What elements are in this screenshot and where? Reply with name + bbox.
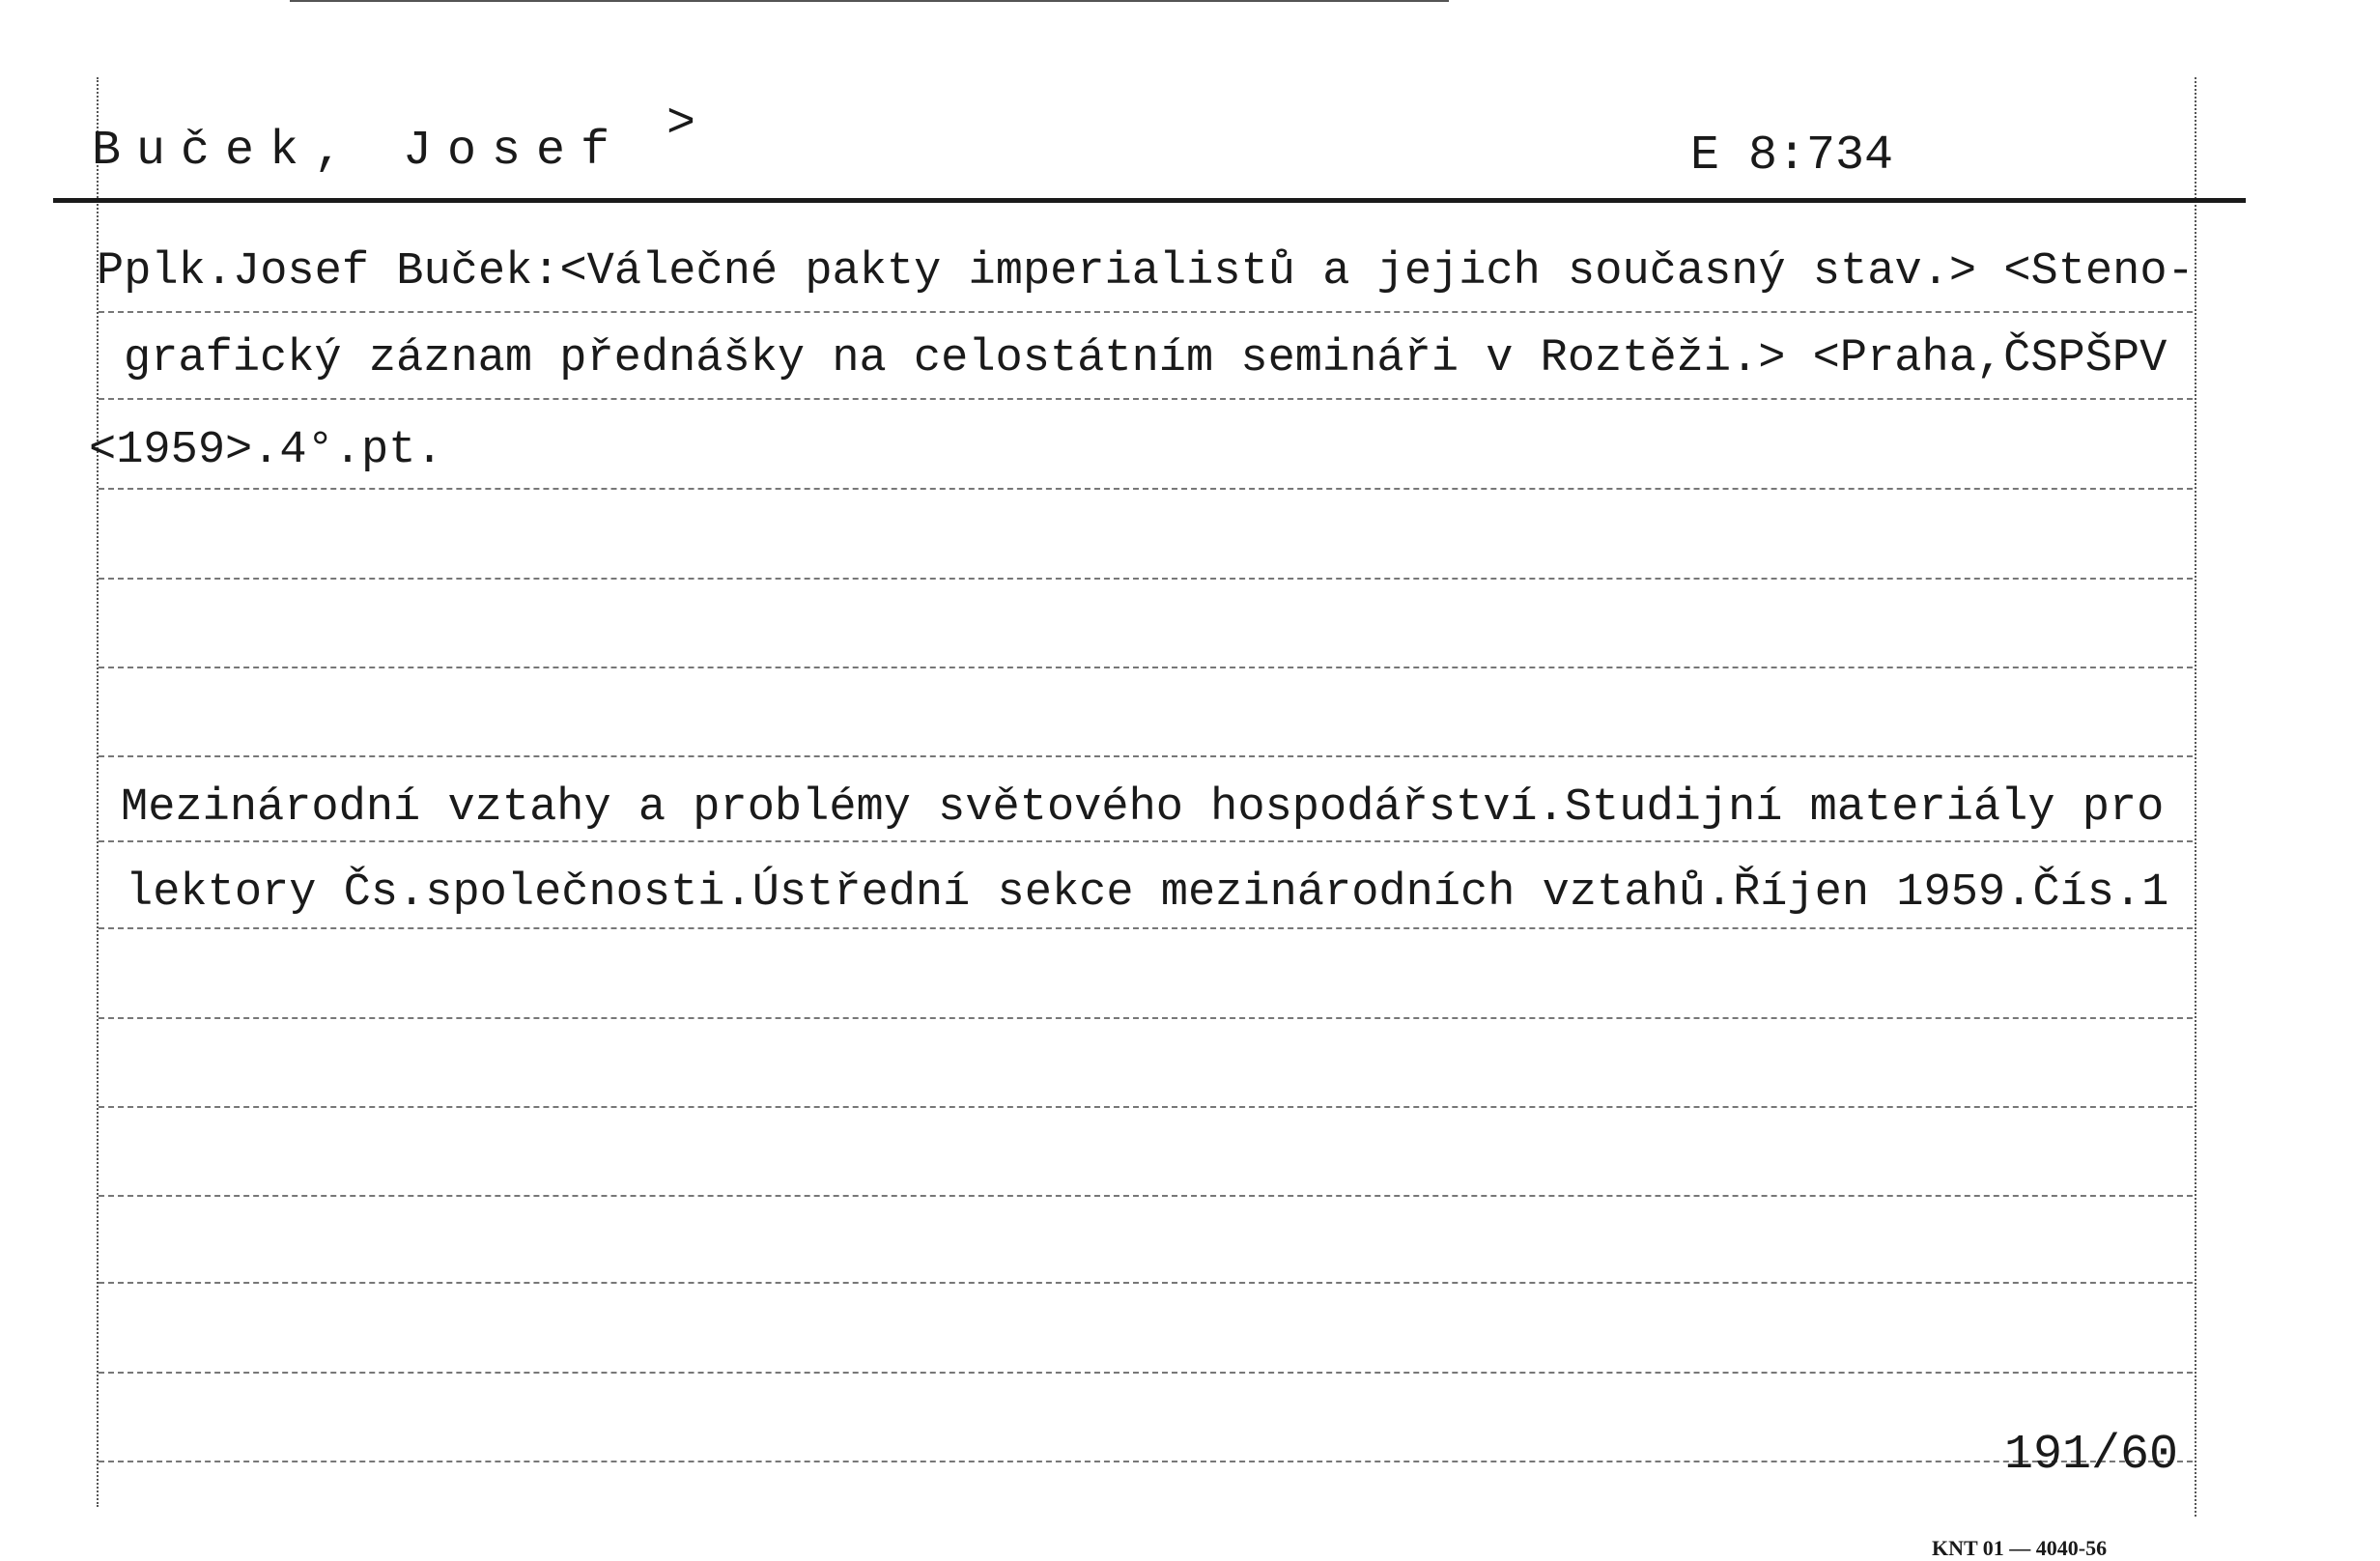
form-code: KNT 01 — 4040-56 [1932, 1536, 2108, 1560]
ruled-line [99, 755, 2193, 757]
ruled-line [99, 667, 2193, 668]
entry2-line1: Mezinárodní vztahy a problémy světového hospodářství.Studijní materiály pro [121, 782, 2165, 834]
ruled-line [99, 578, 2193, 580]
right-margin-line [2195, 77, 2196, 1517]
ruled-line [99, 1017, 2193, 1019]
entry2-line2: lektory Čs.společnosti.Ústřední sekce mezinárodních vztahů.Říjen 1959.Čís.1 [126, 867, 2169, 919]
header-rule [53, 198, 2246, 203]
ruled-line [99, 1106, 2193, 1108]
ruled-line [99, 1461, 2193, 1462]
ruled-line [99, 1282, 2193, 1284]
card-top-edge [290, 0, 1449, 2]
entry1-line2: grafický záznam přednášky na celostátním semináři v Roztěži.> <Praha,ČSPŠPV [124, 333, 2168, 384]
author-name-mark: > [666, 97, 696, 152]
ruled-line [99, 311, 2193, 313]
ruled-line [99, 840, 2193, 842]
record-number: 191/60 [2004, 1428, 2179, 1483]
ruled-line [99, 488, 2193, 490]
entry1-line1: Pplk.Josef Buček:<Válečné pakty imperialistů a jejich současný stav.> <Steno- [97, 246, 2195, 298]
author-name: Buček, Josef [92, 124, 626, 179]
ruled-line [99, 398, 2193, 400]
entry1-line3: <1959>.4°.pt. [89, 425, 443, 476]
ruled-line [99, 927, 2193, 929]
ruled-line [99, 1372, 2193, 1374]
call-number: E 8:734 [1690, 128, 1894, 184]
ruled-line [99, 1195, 2193, 1197]
